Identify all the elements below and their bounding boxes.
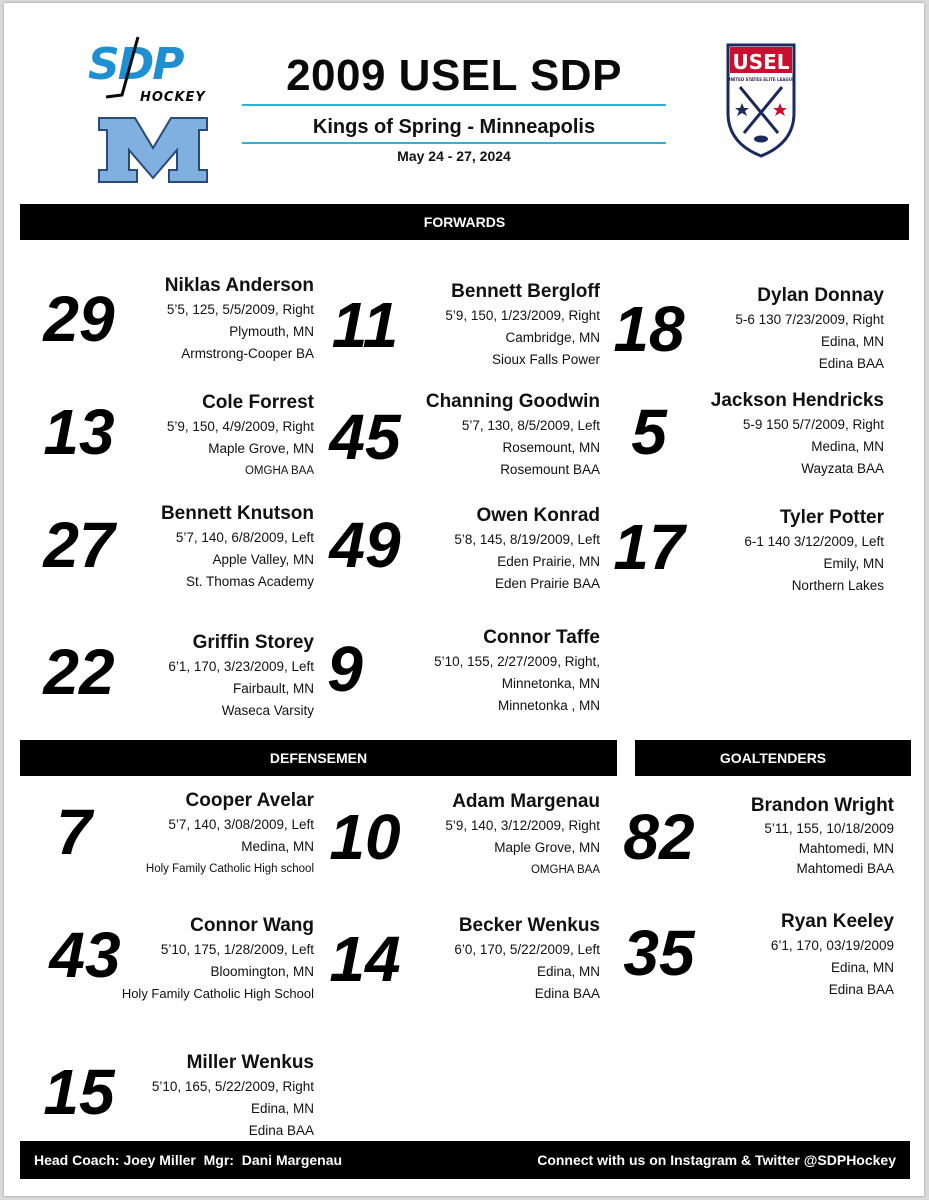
player-name: Dylan Donnay <box>757 285 884 306</box>
player-name: Connor Wang <box>190 915 314 936</box>
jersey-number: 11 <box>331 289 399 361</box>
player-card <box>310 279 600 389</box>
player-stats: 5’10, 165, 5/22/2009, Right <box>151 1079 314 1094</box>
player-card <box>310 503 600 613</box>
player-hometown: Medina, MN <box>241 839 314 854</box>
player-stats: 5’5, 125, 5/5/2009, Right <box>166 302 314 317</box>
jersey-number: 29 <box>43 283 115 355</box>
player-hometown: Edina, MN <box>250 1101 314 1116</box>
puck-icon <box>754 136 768 143</box>
player-stats: 5’7, 140, 3/08/2009, Left <box>168 817 314 832</box>
player-hometown: Bloomington, MN <box>210 964 314 979</box>
player-hometown: Edina, MN <box>830 960 894 975</box>
goaltenders-header: GOALTENDERS <box>635 740 911 776</box>
player-name: Bennett Bergloff <box>451 281 600 302</box>
player-card <box>24 913 314 1023</box>
player-name: Cooper Avelar <box>185 790 314 811</box>
defensemen-header: DEFENSEMEN <box>20 740 617 776</box>
player-team: Northern Lakes <box>791 578 884 593</box>
player-hometown: Eden Prairie, MN <box>497 554 600 569</box>
jersey-number: 49 <box>329 509 401 581</box>
player-name: Tyler Potter <box>779 507 884 528</box>
player-card <box>310 913 600 1023</box>
jersey-number: 15 <box>43 1056 115 1128</box>
roster-sheet <box>4 3 924 1196</box>
player-team: Holy Family Catholic High School <box>121 986 314 1001</box>
player-team: Armstrong-Cooper BA <box>181 346 314 361</box>
footer-bar <box>20 1141 910 1179</box>
player-name: Owen Konrad <box>476 505 600 526</box>
jersey-number: 82 <box>623 801 695 873</box>
player-card <box>24 788 314 898</box>
player-hometown: Rosemount, MN <box>502 440 600 455</box>
player-name: Adam Margenau <box>452 791 600 812</box>
player-team: Edina BAA <box>828 982 894 997</box>
usel-logo-sub: UNITED STATES ELITE LEAGUE <box>727 77 795 82</box>
jersey-number: 43 <box>49 919 121 991</box>
player-stats: 5-9 150 5/7/2009, Right <box>742 417 884 432</box>
player-team: Edina BAA <box>818 356 884 371</box>
player-team: Edina BAA <box>248 1123 314 1138</box>
player-name: Griffin Storey <box>192 632 314 653</box>
event-subtitle: Kings of Spring - Minneapolis <box>312 116 596 138</box>
jersey-number: 9 <box>327 633 363 705</box>
player-stats: 5’9, 150, 1/23/2009, Right <box>445 308 600 323</box>
forwards-header: FORWARDS <box>20 204 909 240</box>
jersey-number: 35 <box>623 917 695 989</box>
player-team: Holy Family Catholic High school <box>145 863 314 875</box>
title-divider-top <box>242 104 666 106</box>
social-handle: Connect with us on Instagram & Twitter @SDPHockey <box>537 1152 896 1168</box>
jersey-number: 10 <box>329 801 401 873</box>
player-hometown: Apple Valley, MN <box>212 552 314 567</box>
jersey-number: 45 <box>329 401 401 473</box>
player-card <box>594 505 884 615</box>
player-stats: 6’1, 170, 3/23/2009, Left <box>168 659 314 674</box>
jersey-number: 22 <box>43 636 115 708</box>
player-hometown: Edina, MN <box>536 964 600 979</box>
player-card <box>24 273 314 383</box>
staff-credits: Head Coach: Joey Miller Mgr: Dani Margenau <box>34 1152 343 1168</box>
player-stats: 5-6 130 7/23/2009, Right <box>735 312 884 327</box>
usel-logo <box>726 43 796 158</box>
player-team: Mahtomedi BAA <box>796 861 894 876</box>
player-card <box>310 789 600 899</box>
page-title: 2009 USEL SDP <box>286 51 622 100</box>
player-hometown: Plymouth, MN <box>229 324 314 339</box>
player-hometown: Cambridge, MN <box>505 330 600 345</box>
player-card <box>24 501 314 611</box>
title-divider-bottom <box>242 142 666 144</box>
jersey-number: 18 <box>613 293 685 365</box>
player-hometown: Maple Grove, MN <box>494 840 600 855</box>
player-hometown: Minnetonka, MN <box>501 676 600 691</box>
player-stats: 6’0, 170, 5/22/2009, Left <box>454 942 600 957</box>
player-hometown: Maple Grove, MN <box>208 441 314 456</box>
player-card <box>310 389 600 499</box>
player-team: Waseca Varsity <box>221 703 314 718</box>
player-card <box>24 390 314 500</box>
player-card <box>594 388 884 498</box>
player-team: Edina BAA <box>534 986 600 1001</box>
player-hometown: Edina, MN <box>820 334 884 349</box>
player-team: St. Thomas Academy <box>185 574 314 589</box>
player-name: Jackson Hendricks <box>710 390 884 411</box>
jersey-number: 5 <box>631 396 667 468</box>
player-stats: 5’8, 145, 8/19/2009, Left <box>454 532 600 547</box>
player-team: Wayzata BAA <box>801 461 884 476</box>
sdp-hockey-logo <box>86 35 216 107</box>
player-stats: 5’9, 140, 3/12/2009, Right <box>445 818 600 833</box>
player-card <box>594 283 884 393</box>
player-name: Channing Goodwin <box>425 391 600 412</box>
player-card <box>24 630 314 740</box>
sdp-logo-sub: HOCKEY <box>140 90 206 105</box>
player-name: Cole Forrest <box>202 392 314 413</box>
jersey-number: 7 <box>56 796 92 868</box>
player-stats: 5’7, 130, 8/5/2009, Left <box>461 418 600 433</box>
player-team: Minnetonka , MN <box>497 698 600 713</box>
player-name: Miller Wenkus <box>186 1052 314 1073</box>
event-dates: May 24 - 27, 2024 <box>397 148 511 164</box>
player-stats: 5’11, 155, 10/18/2009 <box>764 821 894 836</box>
player-stats: 5’9, 150, 4/9/2009, Right <box>166 419 314 434</box>
player-stats: 5’10, 155, 2/27/2009, Right, <box>434 654 600 669</box>
player-stats: 6-1 140 3/12/2009, Left <box>744 534 884 549</box>
player-stats: 6’1, 170, 03/19/2009 <box>770 938 894 953</box>
player-stats: 5’10, 175, 1/28/2009, Left <box>160 942 314 957</box>
player-stats: 5’7, 140, 6/8/2009, Left <box>175 530 314 545</box>
jersey-number: 14 <box>329 923 401 995</box>
jersey-number: 27 <box>43 509 115 581</box>
player-name: Brandon Wright <box>750 795 894 816</box>
minnesota-m-logo <box>97 116 209 184</box>
player-team: Eden Prairie BAA <box>494 576 600 591</box>
player-name: Ryan Keeley <box>780 911 894 932</box>
jersey-number: 17 <box>613 511 685 583</box>
sdp-logo-text: SDP <box>88 39 183 90</box>
player-name: Bennett Knutson <box>160 503 314 524</box>
player-hometown: Medina, MN <box>811 439 884 454</box>
player-hometown: Mahtomedi, MN <box>798 841 894 856</box>
player-name: Niklas Anderson <box>164 275 314 296</box>
player-team: Rosemount BAA <box>500 462 600 477</box>
player-team: OMGHA BAA <box>530 864 600 876</box>
jersey-number: 13 <box>43 396 115 468</box>
usel-logo-text: USEL <box>732 50 790 74</box>
player-team: OMGHA BAA <box>244 465 314 477</box>
player-card <box>310 625 600 735</box>
player-hometown: Fairbault, MN <box>232 681 314 696</box>
player-name: Connor Taffe <box>483 627 600 648</box>
player-hometown: Emily, MN <box>823 556 884 571</box>
player-team: Sioux Falls Power <box>491 352 600 367</box>
player-card <box>604 793 894 903</box>
player-card <box>604 909 894 1019</box>
player-name: Becker Wenkus <box>458 915 600 936</box>
